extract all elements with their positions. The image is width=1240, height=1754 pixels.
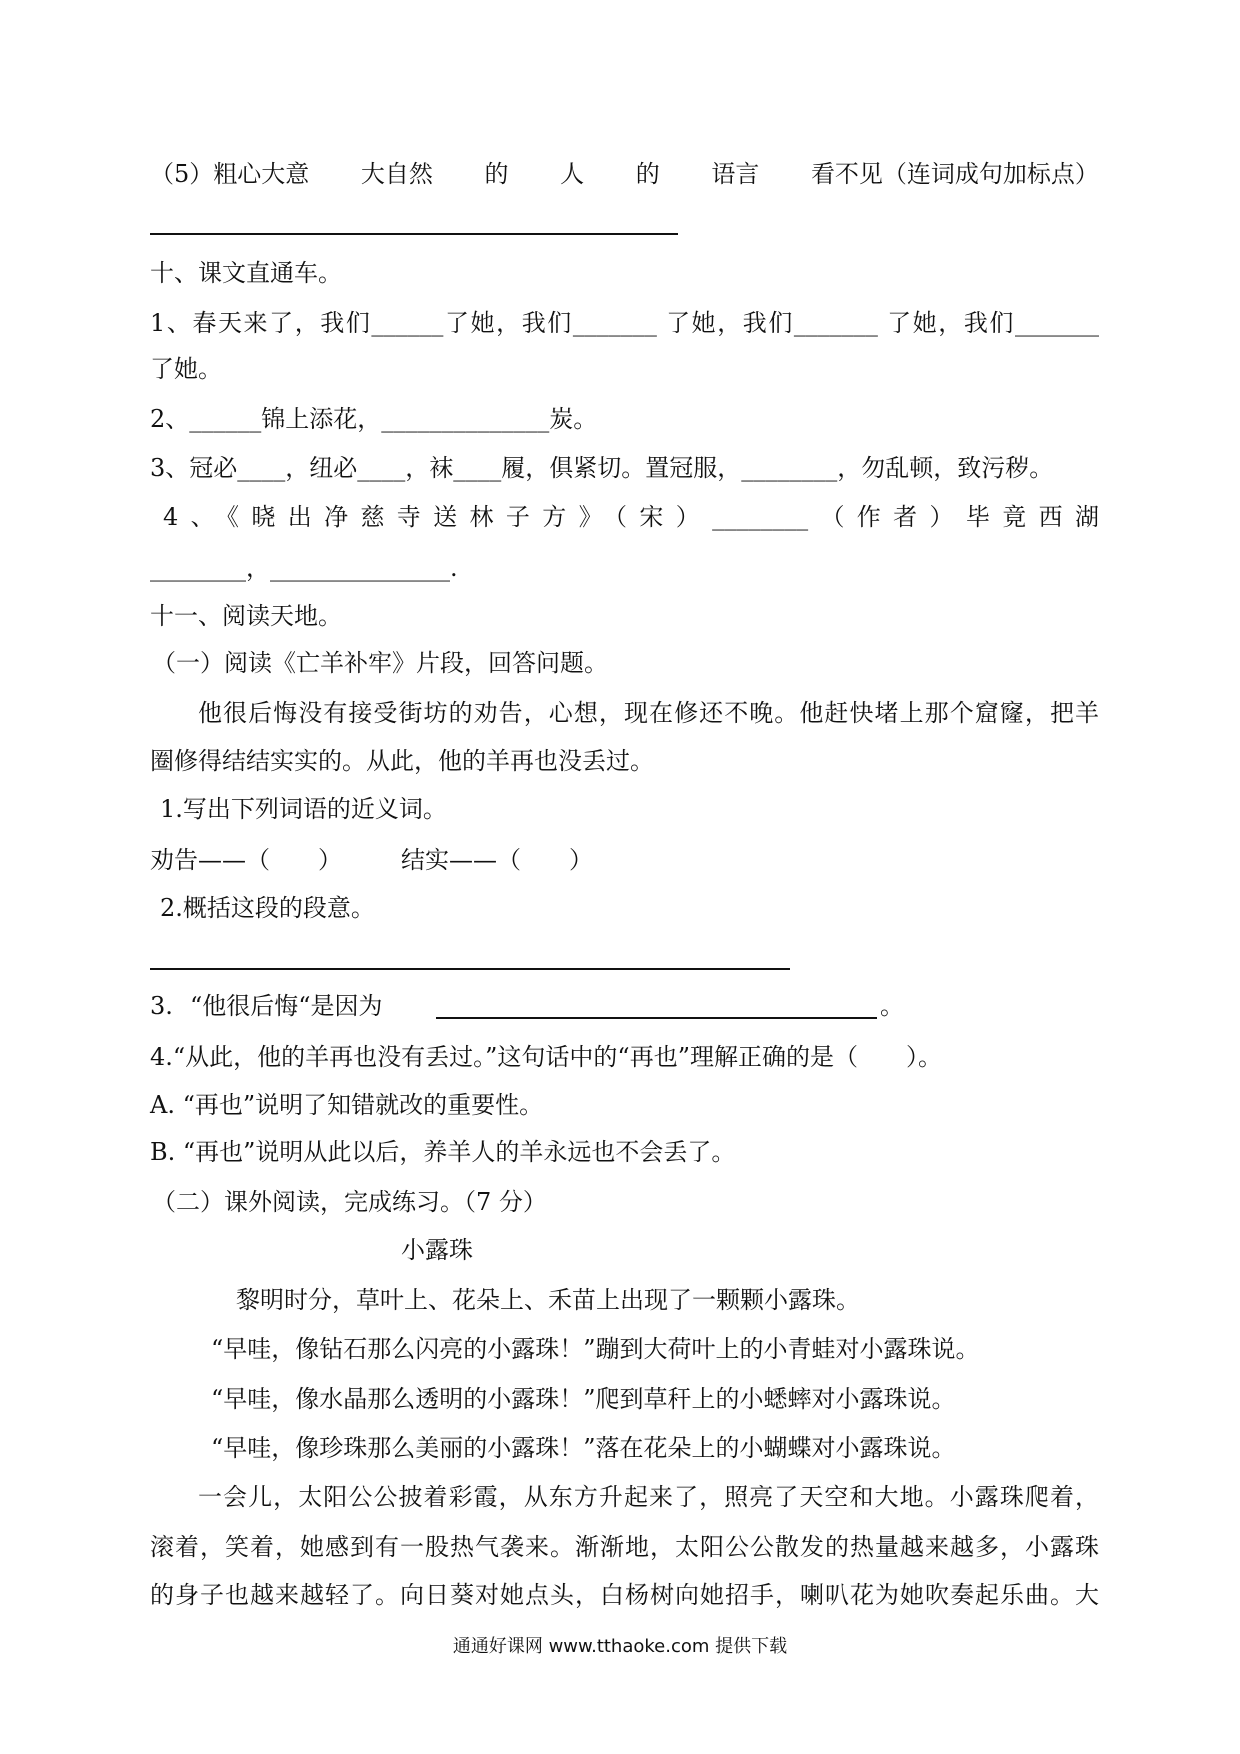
word-group: 人 <box>560 160 585 188</box>
story-line: “早哇，像珍珠那么美丽的小露珠！”落在花朵上的小蝴蝶对小露珠说。 <box>211 1434 956 1462</box>
synonym-item: 结实——（ ） <box>401 846 593 874</box>
story-title: 小露珠 <box>401 1236 473 1264</box>
section-10-q4-line: 4、《晓出净慈寺送林子方》（宋）________（作者）毕竟西湖 <box>163 503 1099 531</box>
part-1-heading: （一）阅读《亡羊补牢》片段，回答问题。 <box>152 649 608 677</box>
section-10-q4-line: ________，_______________. <box>150 554 458 582</box>
question-text: “他很后悔“是因为 <box>190 992 383 1020</box>
word-group: 大自然 <box>360 160 433 188</box>
question-number: 3. <box>150 992 173 1020</box>
story-line: 一会儿，太阳公公披着彩霞，从东方升起来了，照亮了天空和大地。小露珠爬着， <box>198 1483 1099 1511</box>
part-1-q4: 4.“从此，他的羊再也没有丢过。”这句话中的“再也”理解正确的是（ ）。 <box>150 1043 942 1071</box>
part-1-q1: 1.写出下列词语的近义词。 <box>160 795 447 823</box>
passage-line: 他很后悔没有接受街坊的劝告，心想，现在修还不晚。他赶快堵上那个窟窿，把羊 <box>198 699 1099 727</box>
option-b: B. “再也”说明从此以后，养羊人的羊永远也不会丢了。 <box>150 1138 736 1166</box>
question-end-punct: 。 <box>880 992 904 1020</box>
q5-word-order-row <box>150 159 1099 189</box>
story-line: 黎明时分，草叶上、花朵上、禾苗上出现了一颗颗小露珠。 <box>236 1286 860 1314</box>
passage-line: 圈修得结结实实的。从此，他的羊再也没丢过。 <box>150 747 654 775</box>
part-1-q2: 2.概括这段的段意。 <box>160 894 375 922</box>
section-10-q3: 3、冠必____，纽必____，袜____履，俱紧切。置冠服，________，勿乱顿，致污秽。 <box>150 454 1054 482</box>
section-11-title: 十一、阅读天地。 <box>150 602 342 630</box>
part-2-heading: （二）课外阅读，完成练习。（7 分） <box>152 1188 547 1216</box>
section-10-q1-line: 了她。 <box>150 355 222 383</box>
story-line: “早哇，像钻石那么闪亮的小露珠！”蹦到大荷叶上的小青蛙对小露珠说。 <box>211 1335 980 1363</box>
synonym-items-row <box>150 845 750 875</box>
word-group: 语言 <box>711 160 760 188</box>
word-group: （5）粗心大意 <box>150 160 310 188</box>
story-line: 的身子也越来越轻了。向日葵对她点头，白杨树向她招手，喇叭花为她吹奏起乐曲。大 <box>150 1581 1099 1609</box>
word-group: 看不见（连词成句加标点） <box>810 160 1099 188</box>
word-group: 的 <box>484 160 509 188</box>
story-line: “早哇，像水晶那么透明的小露珠！”爬到草秆上的小蟋蟀对小露珠说。 <box>211 1385 956 1413</box>
answer-blank-line <box>436 1017 877 1019</box>
option-a: A. “再也”说明了知错就改的重要性。 <box>150 1091 544 1119</box>
section-10-q2: 2、______锦上添花，______________炭。 <box>150 405 598 433</box>
answer-line <box>150 233 678 235</box>
story-line: 滚着，笑着，她感到有一股热气袭来。渐渐地，太阳公公散发的热量越来越多，小露珠 <box>150 1533 1099 1561</box>
synonym-item: 劝告——（ ） <box>150 846 342 874</box>
answer-line <box>150 968 790 970</box>
section-10-title: 十、课文直通车。 <box>150 259 342 287</box>
page-footer: 通通好课网 www.tthaoke.com 提供下载 <box>452 1636 788 1657</box>
part-1-q3-row <box>150 991 1099 1021</box>
section-10-q1-line: 1、春天来了，我们______了她，我们_______ 了她，我们_______ 了她，我们_______ <box>150 309 1099 337</box>
word-group: 的 <box>635 160 660 188</box>
